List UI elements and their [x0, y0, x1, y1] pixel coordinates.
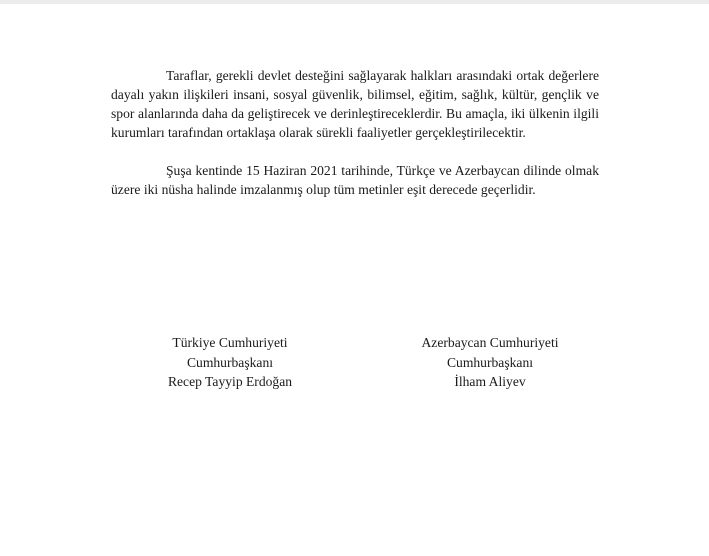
signatory-turkey: [110, 333, 350, 392]
paragraph-signing-clause: Şuşa kentinde 15 Haziran 2021 tarihinde, Türkçe ve Azerbaycan dilinde olmak üzere iki nüsha halinde imzalanmış olup tüm metinler eşit derecede geçerlidir.: [111, 163, 599, 197]
page-top-edge: [0, 0, 709, 4]
signatory-name: İlham Aliyev: [454, 374, 526, 389]
signatory-name: Recep Tayyip Erdoğan: [167, 374, 293, 389]
signatory-office: Cumhurbaşkanı: [446, 354, 534, 370]
signatory-azerbaijan: [370, 333, 610, 392]
signature-block: [0, 333, 709, 413]
signatory-country: Türkiye Cumhuriyeti: [172, 335, 288, 350]
document-body: [111, 66, 599, 199]
signatory-office: Cumhurbaşkanı: [186, 354, 274, 370]
signatory-country: Azerbaycan Cumhuriyeti: [421, 335, 559, 350]
paragraph-cooperation: Taraflar, gerekli devlet desteğini sağlayarak halkları arasındaki ortak değerlere dayalı yakın ilişkileri insani, sosyal güvenlik, bilimsel, eğitim, sağlık, kültür, gençlik ve spor alanlarında daha da geliştirecek ve derinleştireceklerdir. Bu amaçla, iki ülkenin ilgili kurumları tarafından ortaklaşa olarak sürekli faaliyetler gerçekleştirilecektir.: [111, 68, 599, 140]
